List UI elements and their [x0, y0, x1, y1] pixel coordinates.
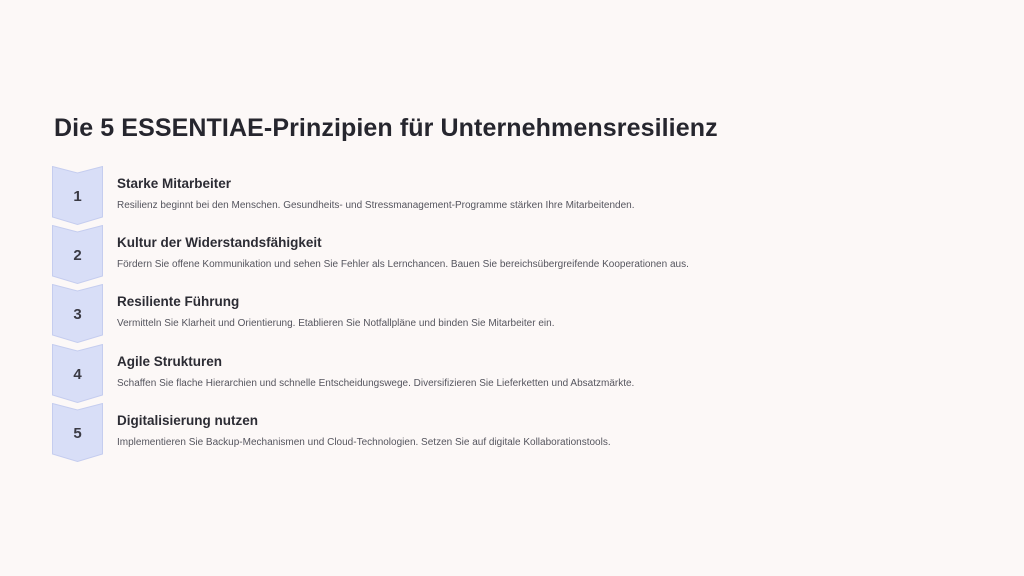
step-description: Fördern Sie offene Kommunikation und sehen Sie Fehler als Lernchancen. Bauen Sie bereichsübergreifende Kooperationen aus.	[117, 259, 689, 271]
principle-item-1	[52, 166, 992, 225]
principle-item-3	[52, 284, 992, 343]
page-title: Die 5 ESSENTIAE-Prinzipien für Unternehmensresilienz	[54, 114, 718, 142]
step-number: 3	[73, 306, 82, 324]
step-description: Vermitteln Sie Klarheit und Orientierung. Etablieren Sie Notfallpläne und binden Sie Mitarbeiter ein.	[117, 318, 555, 330]
principles-list	[52, 166, 992, 462]
principle-item-2	[52, 225, 992, 284]
step-title: Agile Strukturen	[117, 353, 223, 369]
step-description: Resilienz beginnt bei den Menschen. Gesundheits- und Stressmanagement-Programme stärken Ihre Mitarbeitenden.	[117, 200, 635, 211]
step-title: Resiliente Führung	[117, 294, 240, 310]
step-description: Implementieren Sie Backup-Mechanismen und Cloud-Technologien. Setzen Sie auf digitale Kollaborationstools.	[117, 436, 611, 448]
step-title: Starke Mitarbeiter	[117, 176, 232, 191]
step-number: 2	[73, 247, 82, 265]
step-number: 1	[73, 188, 82, 205]
step-number: 4	[73, 365, 82, 383]
step-number: 5	[73, 424, 82, 442]
principle-item-4	[52, 344, 992, 403]
step-description: Schaffen Sie flache Hierarchien und schnelle Entscheidungswege. Diversifizieren Sie Lieferketten und Absatzmärkte.	[117, 377, 635, 389]
step-title: Digitalisierung nutzen	[117, 412, 259, 428]
principle-item-5	[52, 403, 992, 462]
step-title: Kultur der Widerstandsfähigkeit	[117, 235, 322, 251]
